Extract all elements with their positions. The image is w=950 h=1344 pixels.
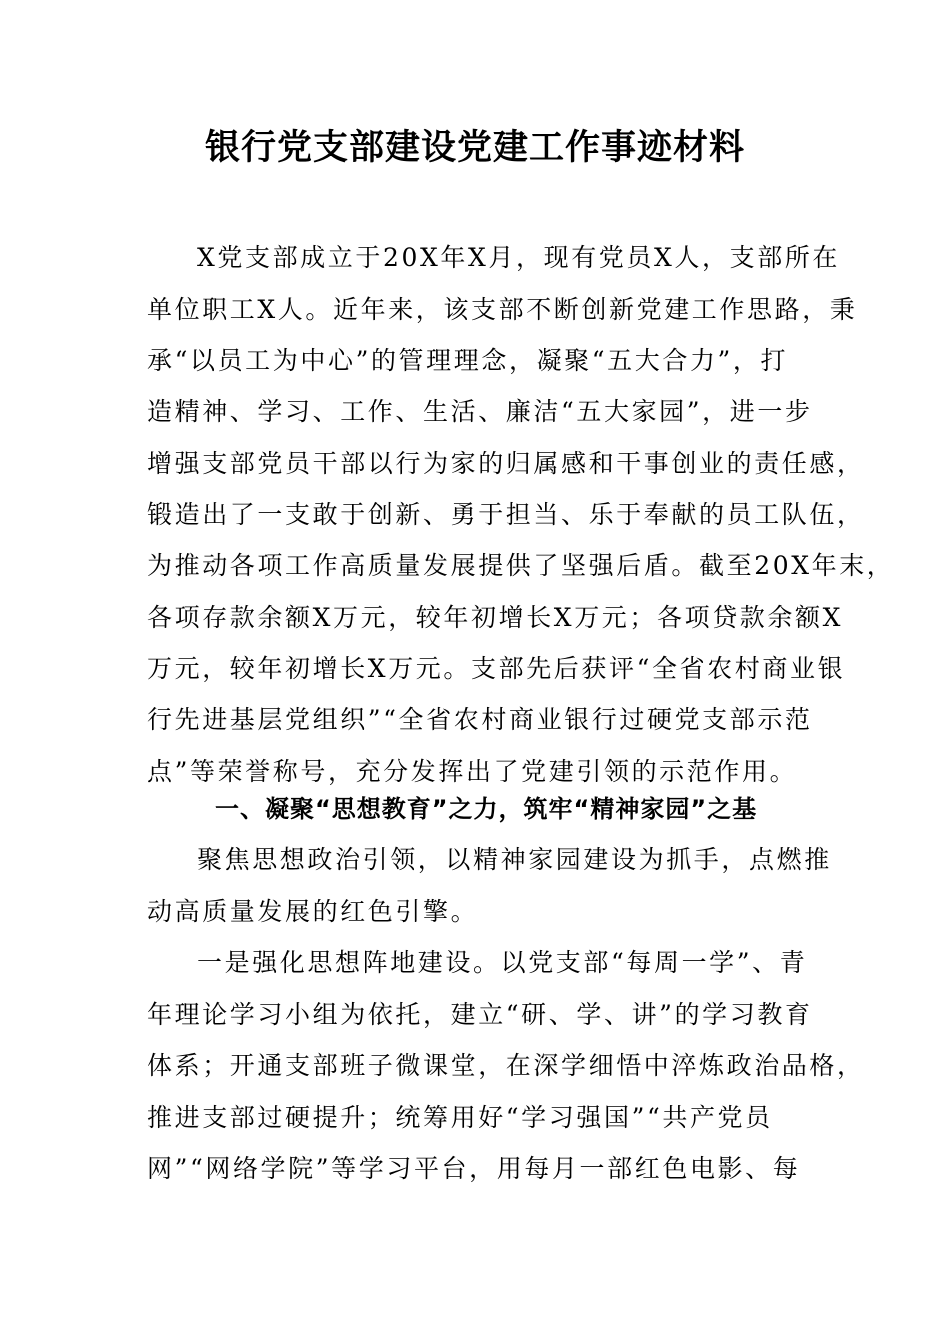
- document-title: 银行党支部建设党建工作事迹材料: [204, 127, 745, 168]
- intro-line: 行先进基层党组织”“全省农村商业银行过硬党支部示范: [147, 705, 813, 734]
- point-line: 年理论学习小组为依托，建立“研、学、讲”的学习教育: [147, 1000, 813, 1029]
- intro-line: 万元，较年初增长X万元。支部先后获评“全省农村商业银: [147, 654, 846, 683]
- point-line: 一是强化思想阵地建设。以党支部“每周一学”、青: [197, 948, 808, 977]
- intro-line: 单位职工X人。近年来，该支部不断创新党建工作思路，秉: [147, 295, 858, 324]
- point-line: 体系；开通支部班子微课堂，在深学细悟中淬炼政治品格，: [147, 1051, 865, 1080]
- intro-line: 锻造出了一支敢于创新、勇于担当、乐于奉献的员工队伍，: [147, 500, 865, 529]
- intro-line: 为推动各项工作高质量发展提供了坚强后盾。截至20X年末，: [147, 551, 895, 580]
- intro-line: X党支部成立于20X年X月，现有党员X人，支部所在: [197, 243, 841, 272]
- section-summary-line: 动高质量发展的红色引擎。: [147, 897, 479, 926]
- intro-line: 承“以员工为中心”的管理理念，凝聚“五大合力”，打: [147, 346, 789, 375]
- section-heading: 一、凝聚“思想教育”之力，筑牢“精神家园”之基: [215, 795, 758, 823]
- point-line: 推进支部过硬提升；统筹用好“学习强国”“共产党员: [147, 1103, 773, 1132]
- point-line: 网”“网络学院”等学习平台，用每月一部红色电影、每: [147, 1154, 801, 1183]
- intro-line: 造精神、学习、工作、生活、廉洁“五大家园”，进一步: [147, 397, 813, 426]
- intro-line: 点”等荣誉称号，充分发挥出了党建引领的示范作用。: [147, 757, 798, 786]
- intro-line: 增强支部党员干部以行为家的归属感和干事创业的责任感，: [147, 449, 865, 478]
- intro-line: 各项存款余额X万元，较年初增长X万元；各项贷款余额X: [147, 603, 843, 632]
- section-summary-line: 聚焦思想政治引领，以精神家园建设为抓手，点燃推: [197, 845, 832, 874]
